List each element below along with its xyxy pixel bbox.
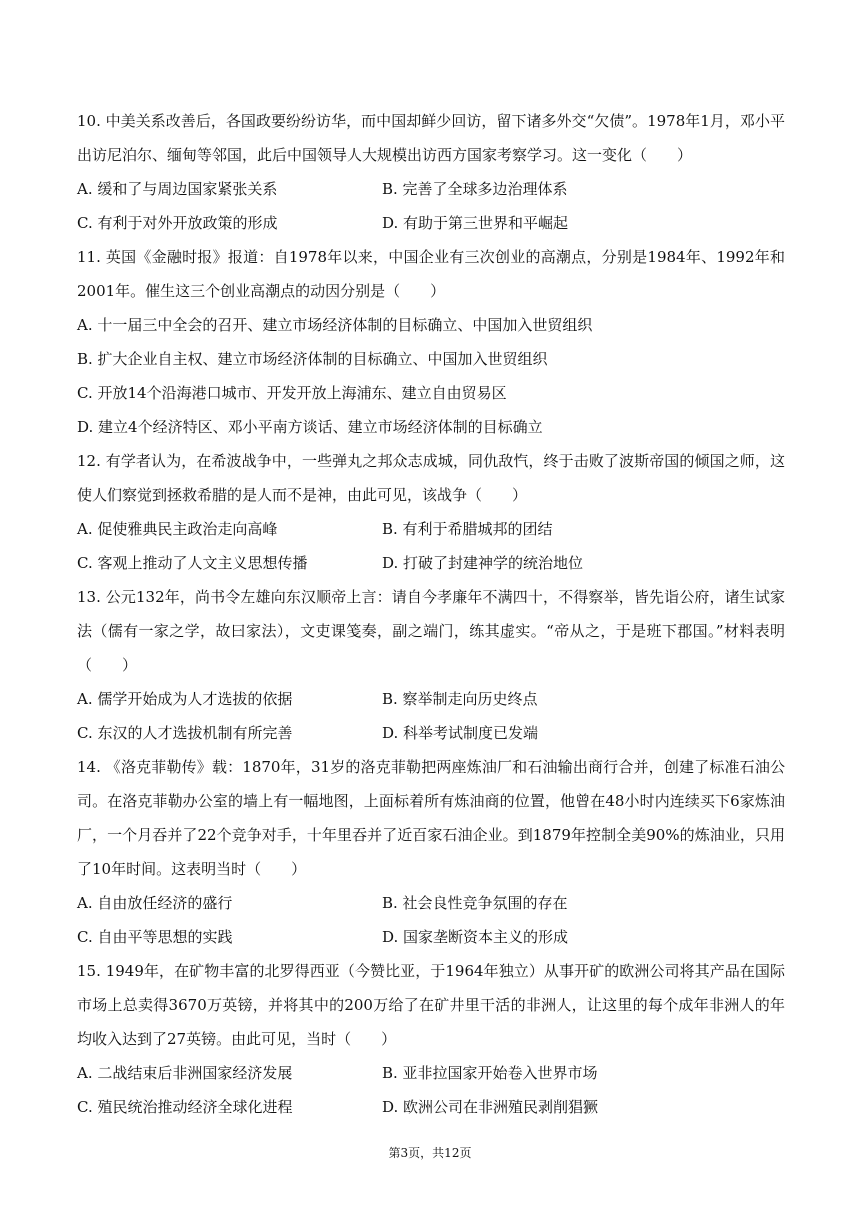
option-d: D. 国家垄断资本主义的形成 (382, 928, 569, 946)
option-d: D. 科举考试制度已发端 (382, 724, 539, 742)
option-b: B. 察举制走向历史终点 (382, 690, 538, 708)
option-a: A. 二战结束后非洲国家经济发展 (77, 1064, 293, 1082)
option-b: B. 扩大企业自主权、建立市场经济体制的目标确立、中国加入世贸组织 (77, 350, 548, 368)
question-15 (77, 954, 785, 1124)
question-14 (77, 750, 785, 954)
option-a: A. 十一届三中全会的召开、建立市场经济体制的目标确立、中国加入世贸组织 (77, 316, 593, 334)
question-stem: 15. 1949年，在矿物丰富的北罗得西亚（今赞比亚，于1964年独立）从事开矿的欧洲公司将其产品在国际市场上总卖得3670万英镑，并将其中的200万给了在矿井里干活的非洲人，让这里的每个成年非洲人的年均收入达到了27英镑。由此可见，当时（ ） (77, 962, 785, 1048)
option-c: C. 东汉的人才选拔机制有所完善 (77, 724, 293, 742)
question-stem: 13. 公元132年，尚书令左雄向东汉顺帝上言：请自今孝廉年不满四十，不得察举，皆先诣公府，诸生试家法（儒有一家之学，故曰家法），文吏课笺奏，副之端门，练其虚实。“帝从之，于是班下郡国。”材料表明（ ） (77, 588, 785, 674)
question-stem: 14. 《洛克菲勒传》载：1870年，31岁的洛克菲勒把两座炼油厂和石油输出商行合并，创建了标准石油公司。在洛克菲勒办公室的墙上有一幅地图，上面标着所有炼油商的位置，他曾在48小时内连续买下6家炼油厂，一个月吞并了22个竞争对手，十年里吞并了近百家石油企业。到1879年控制全美90%的炼油业，只用了10年时间。这表明当时（ ） (77, 758, 785, 878)
options-grid (77, 886, 785, 954)
question-10 (77, 104, 785, 240)
option-c: C. 开放14个沿海港口城市、开发开放上海浦东、建立自由贸易区 (77, 384, 507, 402)
option-b: B. 亚非拉国家开始卷入世界市场 (382, 1064, 598, 1082)
question-stem: 10. 中美关系改善后，各国政要纷纷访华，而中国却鲜少回访，留下诸多外交“欠债”。1978年1月，邓小平出访尼泊尔、缅甸等邻国，此后中国领导人大规模出访西方国家考察学习。这一变化（ ） (77, 112, 785, 164)
question-12 (77, 444, 785, 580)
page-footer: 第3页，共12页 (388, 1146, 472, 1160)
options-grid (77, 682, 785, 750)
option-a: A. 自由放任经济的盛行 (77, 894, 233, 912)
options-grid (77, 1056, 785, 1124)
option-d: D. 欧洲公司在非洲殖民剥削猖獗 (382, 1098, 599, 1116)
question-stem: 11. 英国《金融时报》报道：自1978年以来，中国企业有三次创业的高潮点，分别是1984年、1992年和2001年。催生这三个创业高潮点的动因分别是（ ） (77, 248, 785, 300)
option-b: B. 完善了全球多边治理体系 (382, 180, 568, 198)
option-a: A. 促使雅典民主政治走向高峰 (77, 520, 278, 538)
option-d: D. 打破了封建神学的统治地位 (382, 554, 584, 572)
option-d: D. 建立4个经济特区、邓小平南方谈话、建立市场经济体制的目标确立 (77, 418, 543, 436)
options-list (77, 308, 785, 444)
option-a: A. 缓和了与周边国家紧张关系 (77, 180, 278, 198)
question-stem: 12. 有学者认为，在希波战争中，一些弹丸之邦众志成城，同仇敌忾，终于击败了波斯帝国的倾国之师，这使人们察觉到拯救希腊的是人而不是神，由此可见，该战争（ ） (77, 452, 785, 504)
option-b: B. 有利于希腊城邦的团结 (382, 520, 553, 538)
options-grid (77, 512, 785, 580)
option-c: C. 客观上推动了人文主义思想传播 (77, 554, 308, 572)
option-a: A. 儒学开始成为人才选拔的依据 (77, 690, 293, 708)
option-c: C. 有利于对外开放政策的形成 (77, 214, 278, 232)
options-grid (77, 172, 785, 240)
option-c: C. 自由平等思想的实践 (77, 928, 233, 946)
option-b: B. 社会良性竞争氛围的存在 (382, 894, 568, 912)
option-c: C. 殖民统治推动经济全球化进程 (77, 1098, 293, 1116)
question-13 (77, 580, 785, 750)
option-d: D. 有助于第三世界和平崛起 (382, 214, 569, 232)
question-11 (77, 240, 785, 444)
